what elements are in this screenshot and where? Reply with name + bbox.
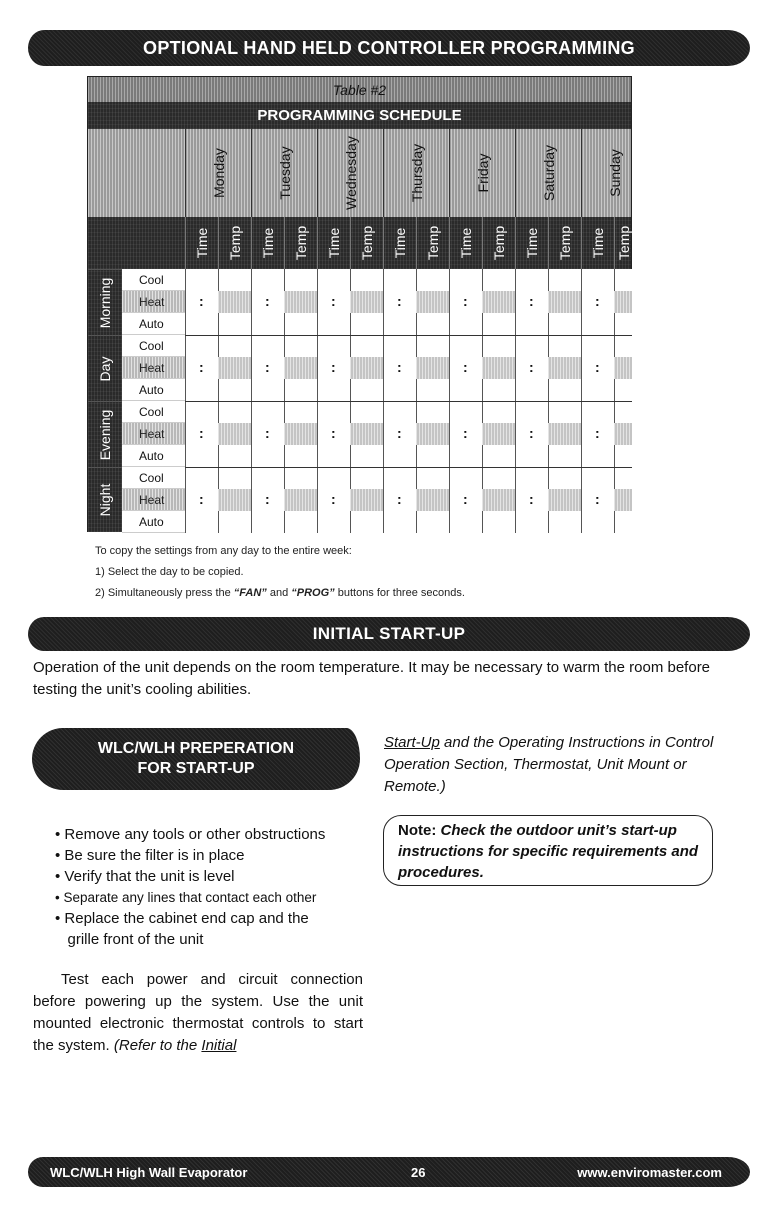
time-header: Time	[515, 217, 548, 269]
temp-cell	[350, 313, 383, 335]
day-header-thursday: Thursday	[383, 129, 449, 217]
temp-cell	[218, 291, 251, 313]
time-separator: :	[529, 491, 534, 507]
mode-auto: Auto	[122, 445, 185, 467]
temp-cell	[416, 269, 449, 291]
temp-cell	[218, 357, 251, 379]
temp-cell	[350, 467, 383, 489]
temp-cell	[350, 379, 383, 401]
temp-cell	[482, 511, 515, 533]
temp-cell	[284, 401, 317, 423]
temp-cell	[284, 467, 317, 489]
time-separator: :	[331, 293, 336, 309]
period-night: Night	[88, 467, 122, 532]
time-separator: :	[199, 359, 204, 375]
start-up-reference: Start-Up	[384, 734, 440, 751]
time-separator: :	[529, 425, 534, 441]
page-number: 26	[411, 1165, 426, 1180]
initial-start-up-banner	[28, 617, 750, 651]
temp-cell	[614, 357, 632, 379]
time-separator: :	[529, 359, 534, 375]
temp-cell	[350, 489, 383, 511]
time-separator: :	[397, 293, 402, 309]
period-column	[88, 269, 122, 532]
temp-cell	[482, 335, 515, 357]
temp-cell	[416, 335, 449, 357]
period-divider	[185, 401, 632, 402]
temp-cell	[284, 511, 317, 533]
mode-auto: Auto	[122, 379, 185, 401]
time-separator: :	[595, 425, 600, 441]
time-separator: :	[331, 359, 336, 375]
page-header-banner	[28, 30, 750, 66]
temp-cell	[614, 269, 632, 291]
footer-product-name: WLC/WLH High Wall Evaporator	[50, 1165, 248, 1180]
list-item: • Replace the cabinet end cap and the	[55, 910, 309, 927]
time-separator: :	[265, 359, 270, 375]
temp-cell	[548, 489, 581, 511]
temp-cell	[548, 511, 581, 533]
temp-cell	[416, 423, 449, 445]
temp-cell	[482, 445, 515, 467]
temp-cell	[614, 489, 632, 511]
page-footer	[28, 1157, 750, 1187]
temp-cell	[218, 379, 251, 401]
temp-cell	[614, 313, 632, 335]
temp-cell	[416, 467, 449, 489]
period-morning: Morning	[88, 269, 122, 335]
temp-cell	[614, 401, 632, 423]
temp-cell	[614, 423, 632, 445]
initial-start-up-reference: Initial	[201, 1037, 237, 1054]
temp-cell	[218, 511, 251, 533]
test-paragraph: Test each power and circuit connection before powering up the system. Use the unit mounted electronic thermostat controls to start the system. (Refer to the Initial	[33, 971, 363, 1054]
time-separator: :	[331, 425, 336, 441]
preparation-checklist	[55, 824, 365, 950]
temp-cell	[284, 489, 317, 511]
temp-cell	[350, 291, 383, 313]
time-separator: :	[463, 425, 468, 441]
temp-cell	[350, 401, 383, 423]
temp-cell	[284, 357, 317, 379]
temp-header: Temp	[416, 217, 449, 269]
programming-schedule-table	[87, 76, 632, 532]
temp-cell	[284, 445, 317, 467]
table-title: PROGRAMMING SCHEDULE	[88, 102, 631, 129]
temp-cell	[284, 291, 317, 313]
day-header-saturday: Saturday	[515, 129, 581, 217]
temp-cell	[416, 313, 449, 335]
start-up-intro: Operation of the unit depends on the room temperature. It may be necessary to warm the room before testing the unit’s cooling abilities.	[33, 659, 711, 698]
temp-cell	[482, 379, 515, 401]
time-separator: :	[463, 359, 468, 375]
temp-cell	[416, 511, 449, 533]
temp-cell	[284, 423, 317, 445]
temp-header: Temp	[548, 217, 581, 269]
temp-cell	[548, 335, 581, 357]
list-item: grille front of the unit	[55, 931, 204, 948]
temp-cell	[284, 313, 317, 335]
time-separator: :	[529, 293, 534, 309]
preparation-badge	[32, 728, 360, 790]
time-header: Time	[383, 217, 416, 269]
temp-cell	[218, 269, 251, 291]
mode-auto: Auto	[122, 511, 185, 533]
time-separator: :	[397, 425, 402, 441]
temp-cell	[416, 291, 449, 313]
list-item: • Be sure the filter is in place	[55, 847, 245, 864]
temp-cell	[416, 401, 449, 423]
temp-cell	[482, 269, 515, 291]
temp-cell	[614, 291, 632, 313]
temp-cell	[548, 379, 581, 401]
temp-cell	[482, 489, 515, 511]
time-separator: :	[265, 491, 270, 507]
mode-cool: Cool	[122, 401, 185, 423]
time-separator: :	[331, 491, 336, 507]
fan-button-label: “FAN”	[233, 587, 267, 599]
start-up-title: INITIAL START-UP	[312, 624, 466, 643]
temp-cell	[548, 269, 581, 291]
temp-cell	[284, 335, 317, 357]
time-separator: :	[265, 425, 270, 441]
temp-cell	[218, 423, 251, 445]
temp-cell	[350, 269, 383, 291]
temp-cell	[548, 291, 581, 313]
day-header-tuesday: Tuesday	[251, 129, 317, 217]
time-separator: :	[199, 491, 204, 507]
reference-continuation: Start-Up and the Operating Instructions in Control Operation Section, Thermostat, Unit Mount or Remote.)	[384, 734, 714, 795]
temp-cell	[416, 489, 449, 511]
temp-header: Temp	[284, 217, 317, 269]
period-divider	[185, 335, 632, 336]
temp-cell	[218, 467, 251, 489]
temp-cell	[218, 335, 251, 357]
temp-cell	[482, 313, 515, 335]
table-caption: Table #2	[88, 77, 631, 102]
temp-header: Temp	[482, 217, 515, 269]
list-item: • Separate any lines that contact each other	[55, 890, 317, 905]
temp-cell	[482, 291, 515, 313]
day-header-monday: Monday	[185, 129, 251, 217]
preparation-title-line1: WLC/WLH PREPERATION	[97, 740, 295, 757]
temp-cell	[548, 423, 581, 445]
copy-instructions-intro: To copy the settings from any day to the entire week:	[95, 545, 352, 557]
time-header: Time	[449, 217, 482, 269]
page-header-title: OPTIONAL HAND HELD CONTROLLER PROGRAMMING	[143, 37, 635, 58]
temp-cell	[614, 379, 632, 401]
time-separator: :	[463, 293, 468, 309]
period-evening: Evening	[88, 401, 122, 467]
temp-cell	[482, 467, 515, 489]
temp-cell	[350, 423, 383, 445]
temp-cell	[548, 467, 581, 489]
temp-header: Temp	[218, 217, 251, 269]
list-item: • Remove any tools or other obstructions	[55, 826, 326, 843]
temp-cell	[482, 357, 515, 379]
temp-cell	[218, 401, 251, 423]
temp-cell	[416, 379, 449, 401]
temp-cell	[350, 445, 383, 467]
mode-column	[122, 269, 185, 532]
prog-button-label: “PROG”	[291, 587, 335, 599]
time-separator: :	[595, 491, 600, 507]
temp-cell	[350, 335, 383, 357]
schedule-grid	[185, 269, 632, 532]
temp-cell	[284, 379, 317, 401]
temp-cell	[548, 357, 581, 379]
time-separator: :	[595, 359, 600, 375]
temp-cell	[218, 445, 251, 467]
mode-auto: Auto	[122, 313, 185, 335]
mode-cool: Cool	[122, 269, 185, 291]
time-header: Time	[185, 217, 218, 269]
day-header-sunday: Sunday	[581, 129, 647, 217]
preparation-title-line2: FOR START-UP	[137, 760, 255, 777]
period-day: Day	[88, 335, 122, 401]
mode-cool: Cool	[122, 335, 185, 357]
temp-cell	[548, 313, 581, 335]
temp-cell	[482, 423, 515, 445]
temp-cell	[614, 467, 632, 489]
day-header-wednesday: Wednesday	[317, 129, 383, 217]
note-text: Check the outdoor unit’s start-up instructions for specific requirements and procedures.	[398, 822, 699, 881]
temp-cell	[614, 445, 632, 467]
time-separator: :	[265, 293, 270, 309]
mode-heat: Heat	[122, 357, 185, 379]
temp-cell	[350, 511, 383, 533]
temp-cell	[218, 489, 251, 511]
time-separator: :	[397, 491, 402, 507]
mode-heat: Heat	[122, 489, 185, 511]
day-header-friday: Friday	[449, 129, 515, 217]
temp-cell	[218, 313, 251, 335]
mode-heat: Heat	[122, 423, 185, 445]
time-separator: :	[199, 293, 204, 309]
list-item: • Verify that the unit is level	[55, 868, 235, 885]
period-divider	[185, 467, 632, 468]
temp-header: Temp	[614, 217, 632, 269]
time-separator: :	[397, 359, 402, 375]
time-separator: :	[595, 293, 600, 309]
mode-heat: Heat	[122, 291, 185, 313]
time-header: Time	[581, 217, 614, 269]
temp-cell	[614, 335, 632, 357]
temp-cell	[482, 401, 515, 423]
temp-header: Temp	[350, 217, 383, 269]
time-separator: :	[199, 425, 204, 441]
time-separator: :	[463, 491, 468, 507]
copy-step-2: 2) Simultaneously press the “FAN” and “PROG” buttons for three seconds.	[95, 587, 465, 599]
footer-website: www.enviromaster.com	[577, 1165, 722, 1180]
copy-step-1: 1) Select the day to be copied.	[95, 566, 244, 578]
temp-cell	[350, 357, 383, 379]
temp-cell	[548, 401, 581, 423]
note-label: Note:	[398, 822, 441, 839]
time-header: Time	[251, 217, 284, 269]
note-box	[383, 815, 713, 886]
temp-cell	[416, 445, 449, 467]
time-header: Time	[317, 217, 350, 269]
temp-cell	[548, 445, 581, 467]
time-temp-header-row	[88, 217, 631, 269]
temp-cell	[284, 269, 317, 291]
temp-cell	[614, 511, 632, 533]
temp-cell	[416, 357, 449, 379]
mode-cool: Cool	[122, 467, 185, 489]
